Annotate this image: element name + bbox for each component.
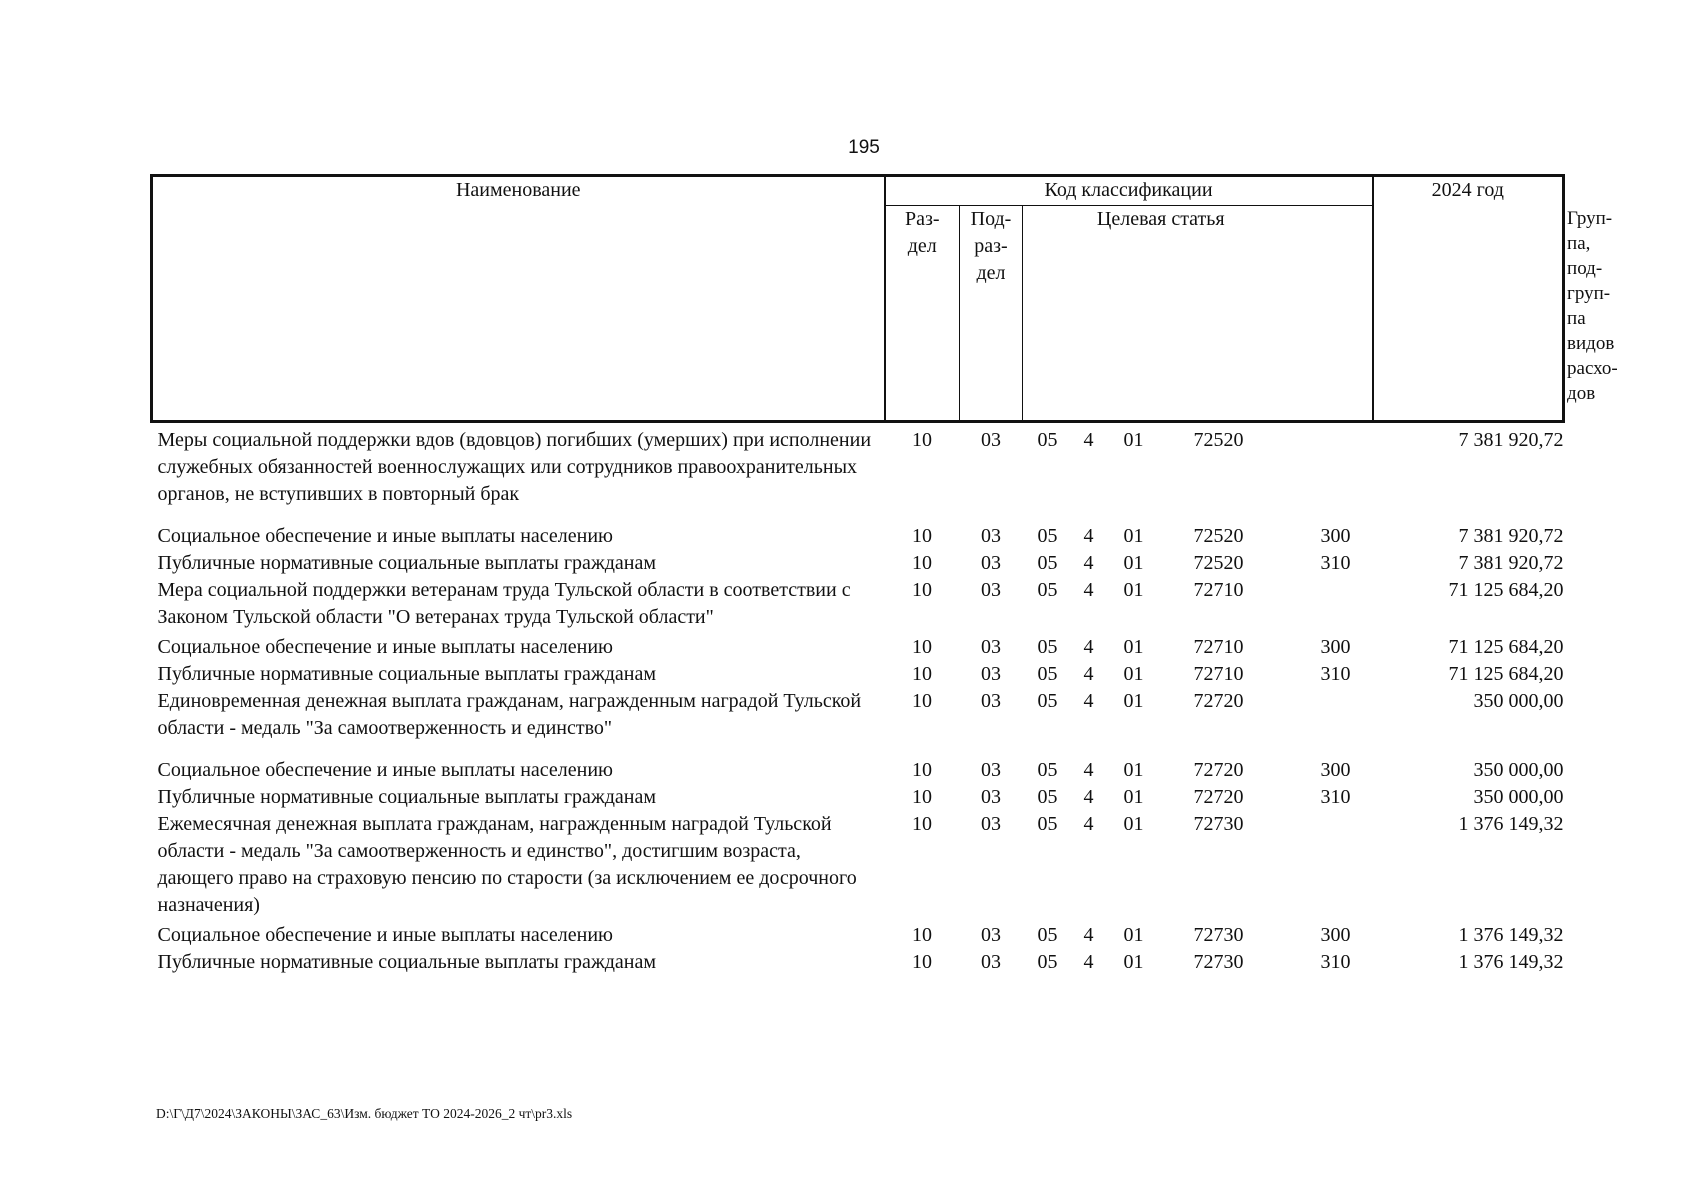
row-name: Мера социальной поддержки ветеранам труда Тульской области в соответствии с Законом Тульской области "О ветеранах труда Тульской области" xyxy=(157,579,851,628)
table-row xyxy=(152,523,1564,550)
row-target-part4: 72520 xyxy=(1193,552,1244,574)
table-body xyxy=(152,422,1564,977)
row-target-part2: 4 xyxy=(1083,786,1094,808)
table-row xyxy=(152,422,1564,524)
row-amount-2024: 7 381 920,72 xyxy=(1458,429,1564,451)
row-name: Публичные нормативные социальные выплаты гражданам xyxy=(157,663,657,685)
row-amount-2024: 71 125 684,20 xyxy=(1448,636,1564,658)
row-name: Социальное обеспечение и иные выплаты населению xyxy=(157,525,613,547)
row-razdel: 10 xyxy=(912,786,932,808)
row-target-part3: 01 xyxy=(1123,636,1144,658)
row-name: Публичные нормативные социальные выплаты гражданам xyxy=(157,786,657,808)
row-target-part4: 72730 xyxy=(1193,813,1244,835)
row-razdel: 10 xyxy=(912,759,932,781)
table-row xyxy=(152,688,1564,757)
row-target-part1: 05 xyxy=(1037,951,1058,973)
row-target-part3: 01 xyxy=(1123,429,1144,451)
row-expense-type: 310 xyxy=(1320,786,1351,808)
row-name: Социальное обеспечение и иные выплаты населению xyxy=(157,759,613,781)
row-expense-type: 300 xyxy=(1320,636,1351,658)
row-target-part2: 4 xyxy=(1083,429,1094,451)
row-expense-type: 300 xyxy=(1320,525,1351,547)
row-target-part1: 05 xyxy=(1037,759,1058,781)
table-row xyxy=(152,949,1564,976)
row-target-part4: 72710 xyxy=(1193,579,1244,601)
row-podrazdel: 03 xyxy=(981,759,1001,781)
row-razdel: 10 xyxy=(912,924,932,946)
row-target-part2: 4 xyxy=(1083,552,1094,574)
row-amount-2024: 7 381 920,72 xyxy=(1458,552,1564,574)
row-amount-2024: 1 376 149,32 xyxy=(1458,813,1564,835)
header-code-group: Код классификации xyxy=(885,176,1373,206)
row-name: Ежемесячная денежная выплата гражданам, награжденным наградой Тульской области - медаль "За самоотверженность и единство", достигшим возраста, дающего право на страховую пенсию по старости (за исключением ее досрочного назначения) xyxy=(157,813,857,916)
row-target-part1: 05 xyxy=(1037,813,1058,835)
row-target-part3: 01 xyxy=(1123,552,1144,574)
row-target-part3: 01 xyxy=(1123,813,1144,835)
row-name: Меры социальной поддержки вдов (вдовцов) погибших (умерших) при исполнении служебных обязанностей военнослужащих или сотрудников правоохранительных органов, не вступивших в повторный брак xyxy=(157,429,872,505)
row-target-part3: 01 xyxy=(1123,951,1144,973)
row-expense-type: 310 xyxy=(1320,663,1351,685)
row-name: Социальное обеспечение и иные выплаты населению xyxy=(157,924,613,946)
row-name: Социальное обеспечение и иные выплаты населению xyxy=(157,636,613,658)
footer-file-path: D:\Г\Д7\2024\ЗАКОНЫ\ЗАС_63\Изм. бюджет ТО 2024-2026_2 чт\pr3.xls xyxy=(156,1106,573,1121)
row-podrazdel: 03 xyxy=(981,951,1001,973)
row-expense-type: 310 xyxy=(1320,951,1351,973)
row-target-part1: 05 xyxy=(1037,663,1058,685)
row-target-part4: 72520 xyxy=(1193,525,1244,547)
row-target-part2: 4 xyxy=(1083,951,1094,973)
row-target-part1: 05 xyxy=(1037,429,1058,451)
row-podrazdel: 03 xyxy=(981,525,1001,547)
table-row xyxy=(152,634,1564,661)
row-razdel: 10 xyxy=(912,552,932,574)
table-row xyxy=(152,550,1564,577)
row-target-part3: 01 xyxy=(1123,924,1144,946)
table-row xyxy=(152,661,1564,688)
row-target-part4: 72710 xyxy=(1193,636,1244,658)
row-target-part3: 01 xyxy=(1123,525,1144,547)
row-amount-2024: 350 000,00 xyxy=(1473,759,1564,781)
row-podrazdel: 03 xyxy=(981,786,1001,808)
row-target-part4: 72730 xyxy=(1193,924,1244,946)
row-target-part1: 05 xyxy=(1037,924,1058,946)
header-razdel: Раз- дел xyxy=(885,206,960,422)
row-podrazdel: 03 xyxy=(981,813,1001,835)
row-razdel: 10 xyxy=(912,663,932,685)
row-expense-type: 310 xyxy=(1320,552,1351,574)
row-target-part2: 4 xyxy=(1083,690,1094,712)
table-row xyxy=(152,577,1564,634)
row-target-part3: 01 xyxy=(1123,759,1144,781)
table-header: Наименование Код классификации 2024 год Раз- дел Под- раз- дел Целевая статья Груп- па, под- груп- па видов расхо- дов xyxy=(152,176,1564,422)
row-target-part2: 4 xyxy=(1083,636,1094,658)
row-target-part1: 05 xyxy=(1037,690,1058,712)
row-target-part3: 01 xyxy=(1123,579,1144,601)
row-target-part1: 05 xyxy=(1037,636,1058,658)
row-target-part1: 05 xyxy=(1037,786,1058,808)
row-podrazdel: 03 xyxy=(981,636,1001,658)
row-podrazdel: 03 xyxy=(981,690,1001,712)
row-target-part4: 72720 xyxy=(1193,759,1244,781)
row-expense-type xyxy=(1299,577,1373,634)
row-target-part4: 72710 xyxy=(1193,663,1244,685)
row-amount-2024: 1 376 149,32 xyxy=(1458,924,1564,946)
row-razdel: 10 xyxy=(912,429,932,451)
header-target-article: Целевая статья xyxy=(1023,206,1299,422)
row-target-part3: 01 xyxy=(1123,786,1144,808)
row-expense-type xyxy=(1299,811,1373,922)
row-expense-type: 300 xyxy=(1320,924,1351,946)
row-podrazdel: 03 xyxy=(981,429,1001,451)
budget-table xyxy=(150,174,1618,976)
row-razdel: 10 xyxy=(912,951,932,973)
row-razdel: 10 xyxy=(912,636,932,658)
page-number: 195 xyxy=(848,137,880,158)
row-expense-type xyxy=(1299,422,1373,524)
row-razdel: 10 xyxy=(912,690,932,712)
row-target-part1: 05 xyxy=(1037,579,1058,601)
row-target-part4: 72720 xyxy=(1193,690,1244,712)
row-target-part1: 05 xyxy=(1037,552,1058,574)
row-target-part2: 4 xyxy=(1083,525,1094,547)
row-amount-2024: 7 381 920,72 xyxy=(1458,525,1564,547)
row-target-part1: 05 xyxy=(1037,525,1058,547)
row-target-part4: 72520 xyxy=(1193,429,1244,451)
header-year: 2024 год xyxy=(1373,176,1564,422)
row-name: Публичные нормативные социальные выплаты гражданам xyxy=(157,951,657,973)
row-podrazdel: 03 xyxy=(981,924,1001,946)
row-target-part4: 72730 xyxy=(1193,951,1244,973)
row-amount-2024: 71 125 684,20 xyxy=(1448,663,1564,685)
row-target-part2: 4 xyxy=(1083,663,1094,685)
row-amount-2024: 350 000,00 xyxy=(1473,690,1564,712)
row-target-part2: 4 xyxy=(1083,813,1094,835)
row-target-part3: 01 xyxy=(1123,663,1144,685)
row-razdel: 10 xyxy=(912,579,932,601)
row-expense-type: 300 xyxy=(1320,759,1351,781)
row-target-part2: 4 xyxy=(1083,759,1094,781)
row-razdel: 10 xyxy=(912,813,932,835)
row-name: Единовременная денежная выплата гражданам, награжденным наградой Тульской области - медаль "За самоотверженность и единство" xyxy=(157,690,862,739)
row-podrazdel: 03 xyxy=(981,579,1001,601)
table-row xyxy=(152,757,1564,784)
row-podrazdel: 03 xyxy=(981,552,1001,574)
row-name: Публичные нормативные социальные выплаты гражданам xyxy=(157,552,657,574)
row-target-part4: 72720 xyxy=(1193,786,1244,808)
table-row xyxy=(152,922,1564,949)
row-podrazdel: 03 xyxy=(981,663,1001,685)
row-amount-2024: 1 376 149,32 xyxy=(1458,951,1564,973)
row-amount-2024: 71 125 684,20 xyxy=(1448,579,1564,601)
table-row xyxy=(152,811,1564,922)
row-target-part2: 4 xyxy=(1083,924,1094,946)
header-name: Наименование xyxy=(152,176,885,422)
row-target-part3: 01 xyxy=(1123,690,1144,712)
table-row xyxy=(152,784,1564,811)
header-podrazdel: Под- раз- дел xyxy=(960,206,1023,422)
row-expense-type xyxy=(1299,688,1373,757)
row-razdel: 10 xyxy=(912,525,932,547)
row-amount-2024: 350 000,00 xyxy=(1473,786,1564,808)
row-target-part2: 4 xyxy=(1083,579,1094,601)
